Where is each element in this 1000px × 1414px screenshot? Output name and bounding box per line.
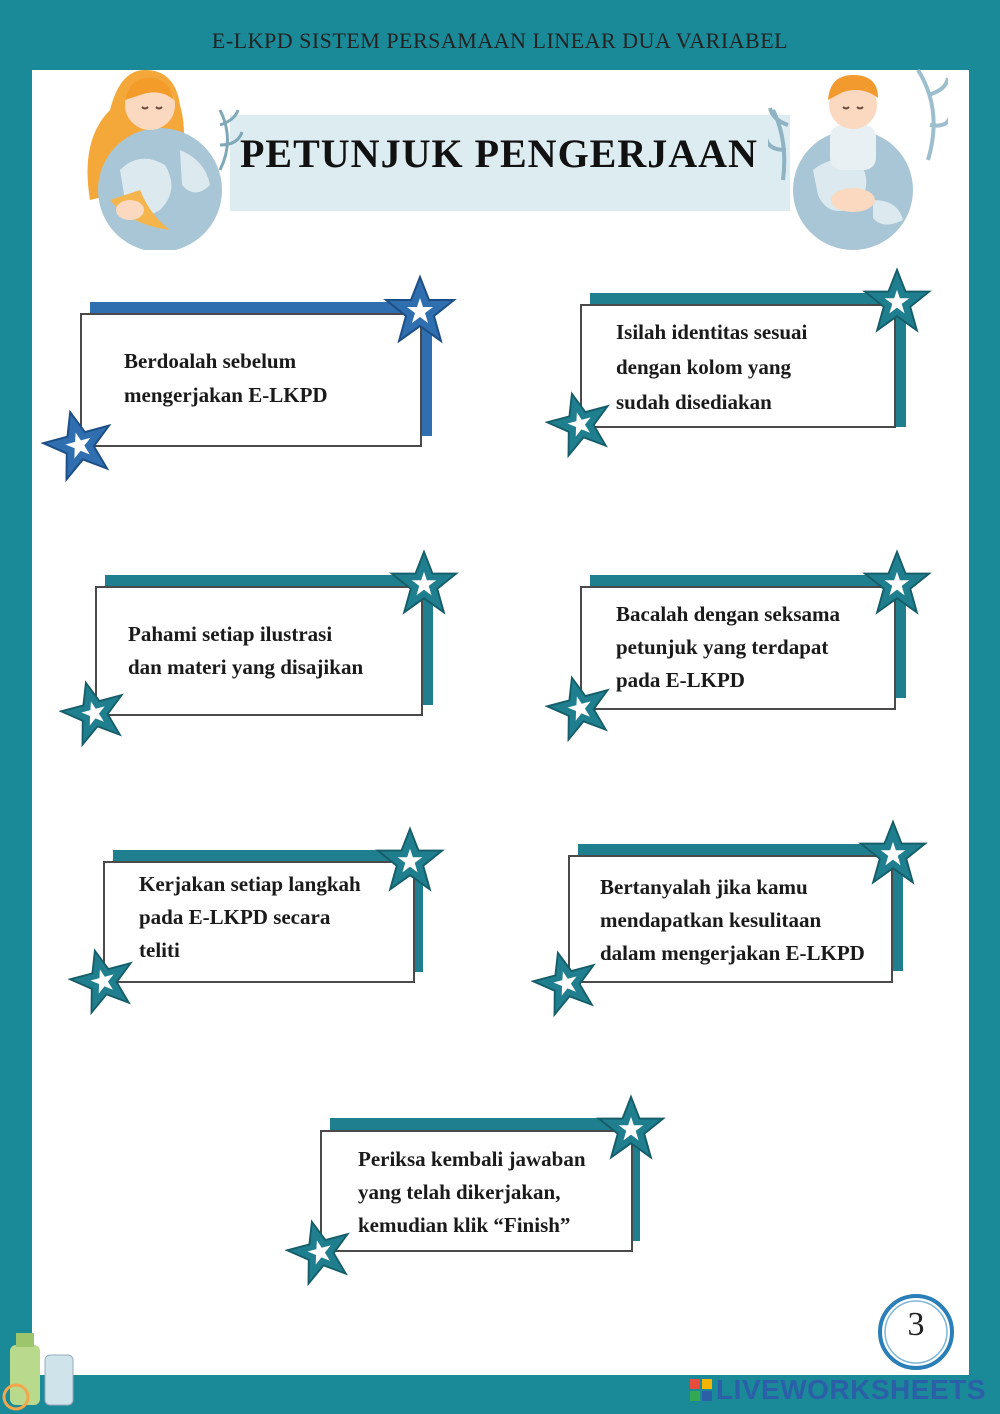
card-text-line: Pahami setiap ilustrasi [128,622,333,646]
star-icon [41,407,117,483]
card-text-line: Kerjakan setiap langkah [139,872,361,896]
card-text-line: Bacalah dengan seksama [616,602,841,626]
brand-name: LIVEWORKSHEETS [716,1374,986,1405]
page-title: PETUNJUK PENGERJAAN [240,131,758,176]
card-text-line: sudah disediakan [616,390,772,414]
card-text-line: teliti [139,938,180,962]
star-icon [389,549,459,619]
card-text-line: mendapatkan kesulitaan [600,908,822,932]
bottles-illustration [0,1325,85,1414]
document-header: E-LKPD SISTEM PERSAMAAN LINEAR DUA VARIABEL [211,28,789,53]
star-icon [596,1094,666,1164]
instruction-card-1 [40,270,460,490]
instruction-card-6 [528,815,938,1030]
star-icon [545,389,615,459]
star-icon [531,948,601,1018]
liveworksheets-logo-icon [690,1379,712,1401]
instruction-card-7 [280,1090,670,1300]
card-text-line: pada E-LKPD secara [139,905,331,929]
star-icon [862,549,932,619]
card-text-line: Isilah identitas sesuai [616,320,808,344]
card-text-line: pada E-LKPD [616,668,745,692]
page-number-badge [876,1292,956,1372]
instruction-card-4 [540,545,940,755]
star-icon [383,274,457,348]
card-text-line: dengan kolom yang [616,355,792,379]
instruction-card-5 [65,822,455,1032]
card-text-line: dan materi yang disajikan [128,655,364,679]
girl-earth-illustration [70,50,250,250]
star-icon [285,1217,355,1287]
star-icon [59,678,129,748]
star-icon [545,673,615,743]
card-text-line: Berdoalah sebelum [124,349,297,373]
brand-watermark [690,1374,986,1408]
star-icon [862,267,932,337]
boy-earth-illustration [768,50,948,250]
card-text-line: yang telah dikerjakan, [358,1180,561,1204]
page-number: 3 [907,1306,925,1343]
star-icon [858,819,928,889]
instruction-card-3 [55,545,465,755]
star-icon [375,826,445,896]
card-text-line: Bertanyalah jika kamu [600,875,808,899]
card-text-line: dalam mengerjakan E-LKPD [600,941,865,965]
star-icon [68,946,138,1016]
card-text-line: petunjuk yang terdapat [616,635,829,659]
card-text-line: mengerjakan E-LKPD [124,383,328,407]
card-text-line: Periksa kembali jawaban [358,1147,586,1171]
card-text-line: kemudian klik “Finish” [358,1213,571,1237]
instruction-card-2 [540,262,940,472]
